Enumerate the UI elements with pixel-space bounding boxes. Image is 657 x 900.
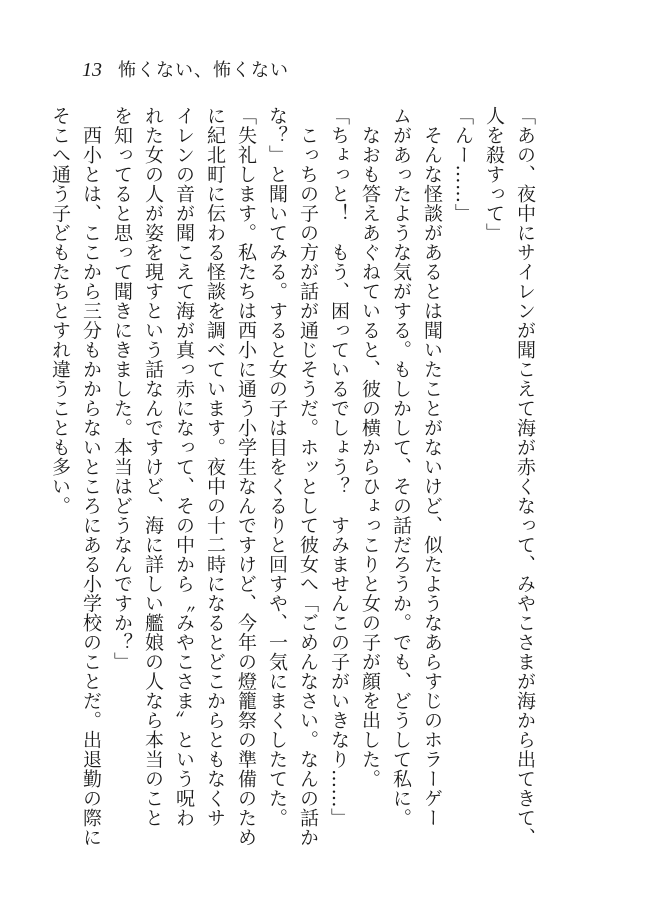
page-number: 13 <box>82 59 102 81</box>
text-line: 「失礼します。私たちは西小に通う小学生なんですけど、今年の燈籠祭の準備のため <box>235 106 257 847</box>
text-line: こっちの子の方が話が通じそうだ。ホッとして彼女へ「ごめんなさい。なんの話か <box>297 106 319 847</box>
text-line: イレンの音が聞こえて海が真っ赤になって、その中から〝みやこさま〟という呪わ <box>173 106 195 828</box>
text-line: 「ちょっと！ もう、困っているでしょう？ すみませんこの子がいきなり……」 <box>328 106 350 828</box>
text-line: そこへ通う子どもたちとすれ違うことも多い。 <box>49 106 71 516</box>
text-line: れた女の人が姿を現すという話なんですけど、海に詳しい艦娘の人なら本当のこと <box>142 106 164 828</box>
body-text <box>49 106 540 847</box>
text-line: 人を殺すって」 <box>483 106 505 243</box>
text-line: 西小とは、ここから三分もかからないところにある小学校のことだ。出退勤の際に <box>80 106 102 847</box>
text-line: そんな怪談があるとは聞いたことがないけど、似たようなあらすじのホラーゲー <box>421 106 443 828</box>
text-line: 「あの、夜中にサイレンが聞こえて海が赤くなって、みやこさまが海から出てきて、 <box>514 106 536 847</box>
text-line: なおも答えあぐねていると、彼の横からひょっこりと女の子が顔を出した。 <box>359 106 381 789</box>
text-line: ムがあったような気がする。もしかして、その話だろうか。でも、どうして私に。 <box>390 106 412 828</box>
page-header <box>82 56 289 86</box>
chapter-title: 怖くない、怖くない <box>118 60 289 81</box>
text-line: を知ってると思って聞きにきました。本当はどうなんですか？」 <box>111 106 133 672</box>
text-line: 「んー……」 <box>452 106 474 223</box>
text-line: に紀北町に伝わる怪談を調べています。夜中の十二時になるとどこからともなくサ <box>204 106 226 828</box>
text-line: な？」と聞いてみる。すると女の子は目をくるりと回すや、一気にまくしたてた。 <box>266 106 288 828</box>
